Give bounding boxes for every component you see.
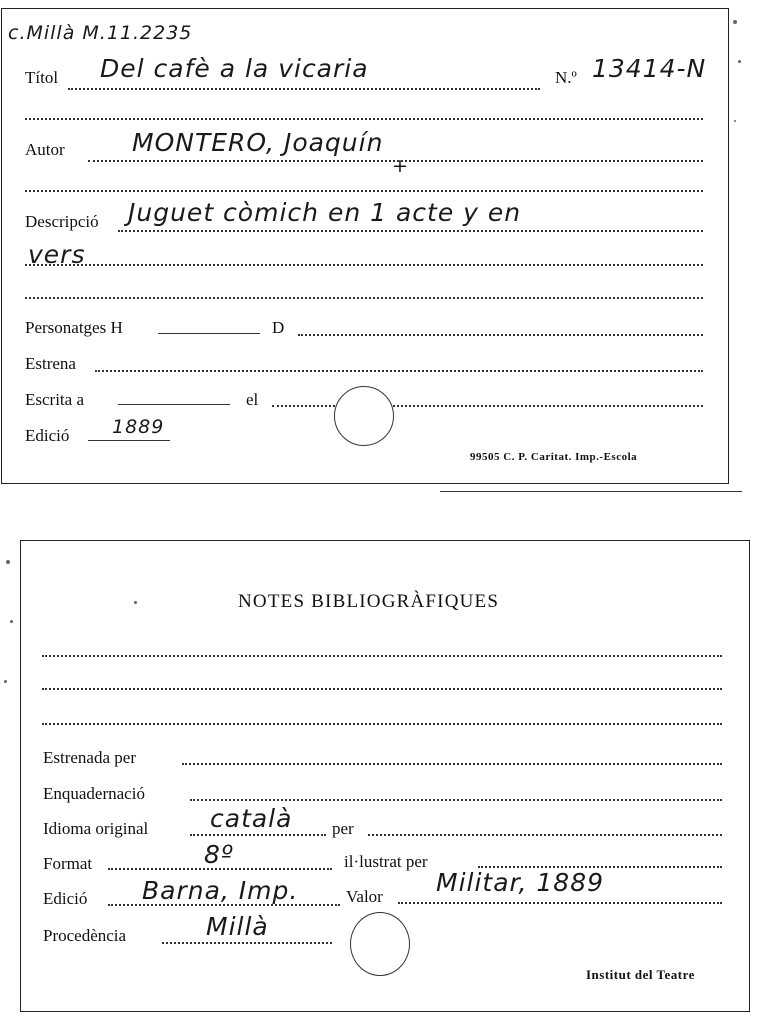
author-value: MONTERO, Joaquín <box>132 128 384 157</box>
characters-label: Personatges H <box>25 318 123 337</box>
translated-by-label: per <box>332 819 354 838</box>
institution-stamp: Institut del Teatre <box>586 967 695 982</box>
title-label: Títol <box>25 68 59 87</box>
scan-speck <box>733 20 737 24</box>
provenance-value: Millà <box>206 912 269 941</box>
description-value: Juguet còmich en 1 acte y en <box>128 198 522 227</box>
edition2-value: Barna, Imp. <box>142 876 299 905</box>
title-value: Del cafè a la vicaria <box>100 54 369 83</box>
notes-heading: NOTES BIBLIOGRÀFIQUES <box>238 591 500 612</box>
binding-line <box>190 799 722 801</box>
blank-line <box>25 297 703 299</box>
blank-line <box>25 118 703 120</box>
characters-female-label: D <box>272 318 285 337</box>
description-value-2: vers <box>28 240 86 269</box>
scan-speck <box>134 601 137 604</box>
value-label: Valor <box>346 887 383 906</box>
edition2-value-2: Militar, 1889 <box>436 868 605 897</box>
provenance-line <box>162 942 332 944</box>
value-line <box>398 902 722 904</box>
notes-line <box>42 655 722 657</box>
edition-value: 1889 <box>112 416 165 438</box>
scan-speck <box>738 60 741 63</box>
card-separator <box>440 491 742 492</box>
premiered-by-label: Estrenada per <box>43 748 136 767</box>
premiere-line <box>95 370 703 372</box>
description-line-2 <box>25 264 703 266</box>
description-label: Descripció <box>25 212 99 231</box>
number-value: 13414-N <box>592 54 707 83</box>
written-date-label: el <box>246 390 259 409</box>
punch-hole <box>334 386 394 446</box>
format-label: Format <box>43 854 93 873</box>
format-value: 8º <box>204 840 234 869</box>
description-line <box>118 230 703 232</box>
card-annotation: c.Millà M.11.2235 <box>8 22 193 44</box>
edition-label: Edició <box>25 426 70 445</box>
scan-speck <box>734 120 736 122</box>
original-language-line <box>190 834 326 836</box>
premiere-label: Estrena <box>25 354 76 373</box>
premiered-by-line <box>182 763 722 765</box>
written-place-line <box>118 404 230 405</box>
edition-line <box>88 440 170 441</box>
scan-speck <box>6 560 10 564</box>
author-mark: + <box>392 155 409 177</box>
provenance-label: Procedència <box>43 926 127 945</box>
author-label: Autor <box>25 140 65 159</box>
title-line <box>68 88 540 90</box>
original-language-label: Idioma original <box>43 819 149 838</box>
punch-hole <box>350 912 410 976</box>
binding-label: Enquadernació <box>43 784 145 803</box>
written-label: Escrita a <box>25 390 84 409</box>
characters-female-line <box>298 334 703 336</box>
characters-male-line <box>158 333 260 334</box>
translated-by-line <box>368 834 722 836</box>
blank-line <box>25 190 703 192</box>
scan-speck <box>4 680 7 683</box>
printer-imprint: 99505 C. P. Caritat. Imp.-Escola <box>470 451 638 463</box>
edition2-label: Edició <box>43 889 88 908</box>
notes-line <box>42 688 722 690</box>
original-language-value: català <box>210 804 293 833</box>
scan-speck <box>10 620 13 623</box>
notes-line <box>42 723 722 725</box>
illustrated-by-label: il·lustrat per <box>344 852 428 871</box>
number-label: N.º <box>555 68 577 87</box>
